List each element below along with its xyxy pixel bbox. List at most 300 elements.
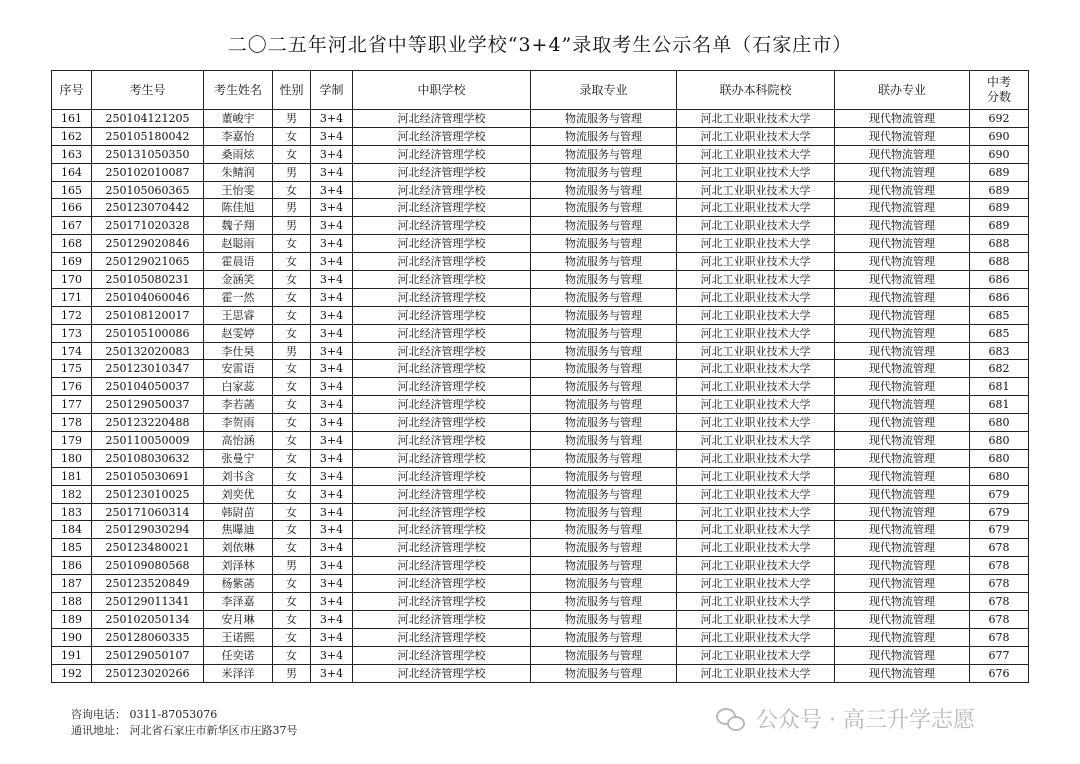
table-cell: 物流服务与管理 xyxy=(531,378,677,396)
table-cell: 3+4 xyxy=(311,360,353,378)
table-cell: 河北工业职业技术大学 xyxy=(677,127,835,145)
table-cell: 河北工业职业技术大学 xyxy=(677,271,835,289)
table-cell: 3+4 xyxy=(311,521,353,539)
table-cell: 现代物流管理 xyxy=(835,539,970,557)
table-cell: 河北经济管理学校 xyxy=(353,199,531,217)
table-cell: 河北工业职业技术大学 xyxy=(677,664,835,682)
table-cell: 河北工业职业技术大学 xyxy=(677,306,835,324)
table-cell: 170 xyxy=(52,271,92,289)
table-cell: 250109080568 xyxy=(92,557,204,575)
table-row xyxy=(52,396,1029,414)
table-cell: 女 xyxy=(273,539,311,557)
table-cell: 250105100086 xyxy=(92,324,204,342)
table-cell: 250105180042 xyxy=(92,127,204,145)
table-cell: 刘泽林 xyxy=(204,557,273,575)
table-cell: 现代物流管理 xyxy=(835,646,970,664)
table-cell: 250102010087 xyxy=(92,163,204,181)
table-row xyxy=(52,342,1029,360)
table-cell: 690 xyxy=(970,145,1029,163)
table-cell: 高怡涵 xyxy=(204,432,273,450)
table-cell: 250129050107 xyxy=(92,646,204,664)
table-cell: 王思睿 xyxy=(204,306,273,324)
table-cell: 678 xyxy=(970,575,1029,593)
table-cell: 164 xyxy=(52,163,92,181)
table-cell: 678 xyxy=(970,628,1029,646)
table-cell: 688 xyxy=(970,253,1029,271)
column-header: 中职学校 xyxy=(353,71,531,110)
table-cell: 河北工业职业技术大学 xyxy=(677,217,835,235)
table-cell: 李泽嘉 xyxy=(204,593,273,611)
table-cell: 3+4 xyxy=(311,610,353,628)
table-cell: 250105030691 xyxy=(92,467,204,485)
table-cell: 现代物流管理 xyxy=(835,360,970,378)
table-cell: 张曼宁 xyxy=(204,449,273,467)
table-cell: 河北经济管理学校 xyxy=(353,217,531,235)
table-cell: 250108120017 xyxy=(92,306,204,324)
table-cell: 物流服务与管理 xyxy=(531,539,677,557)
table-cell: 680 xyxy=(970,432,1029,450)
table-cell: 霍一然 xyxy=(204,288,273,306)
table-cell: 3+4 xyxy=(311,503,353,521)
table-cell: 3+4 xyxy=(311,539,353,557)
table-cell: 250129011341 xyxy=(92,593,204,611)
table-cell: 3+4 xyxy=(311,145,353,163)
table-cell: 河北经济管理学校 xyxy=(353,539,531,557)
table-cell: 250123070442 xyxy=(92,199,204,217)
table-cell: 河北经济管理学校 xyxy=(353,360,531,378)
table-cell: 魏子翔 xyxy=(204,217,273,235)
table-row xyxy=(52,324,1029,342)
table-cell: 女 xyxy=(273,575,311,593)
table-cell: 186 xyxy=(52,557,92,575)
table-cell: 物流服务与管理 xyxy=(531,432,677,450)
table-cell: 3+4 xyxy=(311,378,353,396)
table-cell: 霍晨语 xyxy=(204,253,273,271)
table-cell: 河北经济管理学校 xyxy=(353,324,531,342)
table-cell: 250108030632 xyxy=(92,449,204,467)
table-cell: 679 xyxy=(970,503,1029,521)
table-cell: 河北经济管理学校 xyxy=(353,342,531,360)
table-cell: 河北工业职业技术大学 xyxy=(677,467,835,485)
table-cell: 现代物流管理 xyxy=(835,610,970,628)
table-cell: 女 xyxy=(273,646,311,664)
table-cell: 250104121205 xyxy=(92,110,204,128)
table-cell: 250131050350 xyxy=(92,145,204,163)
table-cell: 河北经济管理学校 xyxy=(353,646,531,664)
table-cell: 162 xyxy=(52,127,92,145)
table-cell: 现代物流管理 xyxy=(835,110,970,128)
table-cell: 250102050134 xyxy=(92,610,204,628)
table-cell: 女 xyxy=(273,485,311,503)
table-cell: 男 xyxy=(273,217,311,235)
table-cell: 河北工业职业技术大学 xyxy=(677,163,835,181)
table-cell: 李仕昊 xyxy=(204,342,273,360)
table-cell: 物流服务与管理 xyxy=(531,271,677,289)
table-cell: 女 xyxy=(273,414,311,432)
table-cell: 165 xyxy=(52,181,92,199)
table-cell: 3+4 xyxy=(311,306,353,324)
table-cell: 河北经济管理学校 xyxy=(353,127,531,145)
table-cell: 河北经济管理学校 xyxy=(353,485,531,503)
table-cell: 河北经济管理学校 xyxy=(353,306,531,324)
table-cell: 177 xyxy=(52,396,92,414)
table-cell: 王怡雯 xyxy=(204,181,273,199)
table-cell: 现代物流管理 xyxy=(835,503,970,521)
watermark-text: 公众号 · 高三升学志愿 xyxy=(756,708,975,733)
table-cell: 李若菡 xyxy=(204,396,273,414)
table-cell: 赵雯婷 xyxy=(204,324,273,342)
table-cell: 河北工业职业技术大学 xyxy=(677,539,835,557)
table-cell: 3+4 xyxy=(311,593,353,611)
table-row xyxy=(52,575,1029,593)
table-cell: 女 xyxy=(273,432,311,450)
table-cell: 现代物流管理 xyxy=(835,449,970,467)
table-row xyxy=(52,521,1029,539)
table-cell: 163 xyxy=(52,145,92,163)
table-cell: 现代物流管理 xyxy=(835,628,970,646)
table-cell: 河北工业职业技术大学 xyxy=(677,342,835,360)
table-row xyxy=(52,181,1029,199)
table-cell: 物流服务与管理 xyxy=(531,235,677,253)
table-cell: 韩尉苗 xyxy=(204,503,273,521)
table-cell: 女 xyxy=(273,271,311,289)
table-cell: 河北工业职业技术大学 xyxy=(677,646,835,664)
table-cell: 物流服务与管理 xyxy=(531,628,677,646)
table-cell: 现代物流管理 xyxy=(835,432,970,450)
column-header: 学制 xyxy=(311,71,353,110)
table-cell: 679 xyxy=(970,521,1029,539)
table-cell: 女 xyxy=(273,396,311,414)
table-cell: 3+4 xyxy=(311,217,353,235)
table-cell: 683 xyxy=(970,342,1029,360)
table-cell: 王诺熙 xyxy=(204,628,273,646)
table-cell: 现代物流管理 xyxy=(835,664,970,682)
table-cell: 女 xyxy=(273,503,311,521)
table-row xyxy=(52,145,1029,163)
table-cell: 3+4 xyxy=(311,557,353,575)
table-cell: 3+4 xyxy=(311,271,353,289)
table-cell: 3+4 xyxy=(311,628,353,646)
table-cell: 171 xyxy=(52,288,92,306)
table-cell: 3+4 xyxy=(311,181,353,199)
table-cell: 女 xyxy=(273,235,311,253)
table-cell: 物流服务与管理 xyxy=(531,646,677,664)
table-cell: 河北工业职业技术大学 xyxy=(677,414,835,432)
table-cell: 河北工业职业技术大学 xyxy=(677,110,835,128)
table-cell: 250105080231 xyxy=(92,271,204,289)
table-cell: 3+4 xyxy=(311,467,353,485)
column-header: 联办本科院校 xyxy=(677,71,835,110)
table-cell: 安雷语 xyxy=(204,360,273,378)
table-cell: 河北经济管理学校 xyxy=(353,593,531,611)
table-cell: 3+4 xyxy=(311,342,353,360)
table-cell: 181 xyxy=(52,467,92,485)
table-cell: 现代物流管理 xyxy=(835,235,970,253)
table-cell: 250123010025 xyxy=(92,485,204,503)
table-cell: 物流服务与管理 xyxy=(531,181,677,199)
table-cell: 河北经济管理学校 xyxy=(353,396,531,414)
table-cell: 现代物流管理 xyxy=(835,414,970,432)
table-cell: 金涵笑 xyxy=(204,271,273,289)
table-cell: 女 xyxy=(273,127,311,145)
table-cell: 185 xyxy=(52,539,92,557)
table-cell: 河北工业职业技术大学 xyxy=(677,503,835,521)
table-cell: 172 xyxy=(52,306,92,324)
table-cell: 689 xyxy=(970,217,1029,235)
table-cell: 女 xyxy=(273,521,311,539)
table-cell: 688 xyxy=(970,235,1029,253)
table-cell: 250129020846 xyxy=(92,235,204,253)
table-cell: 物流服务与管理 xyxy=(531,127,677,145)
table-cell: 李嘉怡 xyxy=(204,127,273,145)
table-cell: 3+4 xyxy=(311,199,353,217)
column-header: 录取专业 xyxy=(531,71,677,110)
table-cell: 女 xyxy=(273,324,311,342)
table-cell: 250128060335 xyxy=(92,628,204,646)
table-cell: 物流服务与管理 xyxy=(531,521,677,539)
table-row xyxy=(52,610,1029,628)
table-cell: 680 xyxy=(970,467,1029,485)
table-cell: 250104050037 xyxy=(92,378,204,396)
table-cell: 河北经济管理学校 xyxy=(353,271,531,289)
table-cell: 166 xyxy=(52,199,92,217)
table-cell: 167 xyxy=(52,217,92,235)
table-header-row xyxy=(52,71,1029,110)
table-cell: 河北经济管理学校 xyxy=(353,610,531,628)
table-cell: 250123010347 xyxy=(92,360,204,378)
table-row xyxy=(52,628,1029,646)
table-cell: 物流服务与管理 xyxy=(531,414,677,432)
table-cell: 河北经济管理学校 xyxy=(353,235,531,253)
table-cell: 3+4 xyxy=(311,396,353,414)
table-cell: 678 xyxy=(970,539,1029,557)
table-cell: 物流服务与管理 xyxy=(531,306,677,324)
table-cell: 河北经济管理学校 xyxy=(353,432,531,450)
table-cell: 物流服务与管理 xyxy=(531,199,677,217)
table-cell: 河北工业职业技术大学 xyxy=(677,432,835,450)
table-cell: 李贺雨 xyxy=(204,414,273,432)
table-cell: 女 xyxy=(273,360,311,378)
wechat-icon xyxy=(716,706,746,732)
table-cell: 物流服务与管理 xyxy=(531,593,677,611)
table-cell: 679 xyxy=(970,485,1029,503)
table-cell: 男 xyxy=(273,664,311,682)
table-cell: 3+4 xyxy=(311,646,353,664)
column-header: 考生号 xyxy=(92,71,204,110)
table-cell: 3+4 xyxy=(311,575,353,593)
table-cell: 河北经济管理学校 xyxy=(353,503,531,521)
table-cell: 河北经济管理学校 xyxy=(353,628,531,646)
table-cell: 685 xyxy=(970,324,1029,342)
table-cell: 680 xyxy=(970,414,1029,432)
table-cell: 3+4 xyxy=(311,324,353,342)
table-row xyxy=(52,449,1029,467)
table-cell: 现代物流管理 xyxy=(835,593,970,611)
table-cell: 250105060365 xyxy=(92,181,204,199)
table-cell: 686 xyxy=(970,271,1029,289)
table-cell: 现代物流管理 xyxy=(835,485,970,503)
table-cell: 685 xyxy=(970,306,1029,324)
table-row xyxy=(52,217,1029,235)
table-row xyxy=(52,539,1029,557)
table-cell: 河北经济管理学校 xyxy=(353,449,531,467)
table-cell: 河北工业职业技术大学 xyxy=(677,610,835,628)
table-cell: 河北工业职业技术大学 xyxy=(677,449,835,467)
table-cell: 女 xyxy=(273,610,311,628)
table-row xyxy=(52,253,1029,271)
table-cell: 物流服务与管理 xyxy=(531,110,677,128)
table-cell: 物流服务与管理 xyxy=(531,342,677,360)
table-cell: 河北经济管理学校 xyxy=(353,145,531,163)
table-cell: 现代物流管理 xyxy=(835,557,970,575)
table-cell: 3+4 xyxy=(311,664,353,682)
table-cell: 河北工业职业技术大学 xyxy=(677,360,835,378)
table-cell: 河北经济管理学校 xyxy=(353,575,531,593)
table-row xyxy=(52,271,1029,289)
table-row xyxy=(52,378,1029,396)
table-cell: 689 xyxy=(970,163,1029,181)
table-cell: 168 xyxy=(52,235,92,253)
table-cell: 河北工业职业技术大学 xyxy=(677,575,835,593)
table-cell: 现代物流管理 xyxy=(835,288,970,306)
table-cell: 现代物流管理 xyxy=(835,127,970,145)
table-cell: 河北经济管理学校 xyxy=(353,181,531,199)
table-cell: 678 xyxy=(970,610,1029,628)
table-cell: 河北经济管理学校 xyxy=(353,253,531,271)
watermark xyxy=(716,703,975,734)
table-cell: 3+4 xyxy=(311,163,353,181)
table-cell: 物流服务与管理 xyxy=(531,575,677,593)
table-cell: 男 xyxy=(273,342,311,360)
table-row xyxy=(52,432,1029,450)
table-row xyxy=(52,127,1029,145)
table-cell: 河北工业职业技术大学 xyxy=(677,253,835,271)
column-header: 联办专业 xyxy=(835,71,970,110)
table-cell: 现代物流管理 xyxy=(835,163,970,181)
table-cell: 192 xyxy=(52,664,92,682)
table-cell: 女 xyxy=(273,288,311,306)
table-cell: 河北经济管理学校 xyxy=(353,557,531,575)
table-cell: 现代物流管理 xyxy=(835,253,970,271)
table-cell: 250129021065 xyxy=(92,253,204,271)
table-cell: 物流服务与管理 xyxy=(531,163,677,181)
column-header: 序号 xyxy=(52,71,92,110)
table-cell: 刘依琳 xyxy=(204,539,273,557)
table-cell: 安月琳 xyxy=(204,610,273,628)
table-cell: 3+4 xyxy=(311,253,353,271)
table-cell: 689 xyxy=(970,181,1029,199)
table-cell: 女 xyxy=(273,593,311,611)
table-cell: 物流服务与管理 xyxy=(531,253,677,271)
table-cell: 女 xyxy=(273,306,311,324)
table-cell: 河北工业职业技术大学 xyxy=(677,628,835,646)
table-cell: 河北工业职业技术大学 xyxy=(677,557,835,575)
table-row xyxy=(52,199,1029,217)
table-row xyxy=(52,557,1029,575)
table-cell: 现代物流管理 xyxy=(835,181,970,199)
table-cell: 现代物流管理 xyxy=(835,467,970,485)
table-cell: 女 xyxy=(273,181,311,199)
table-cell: 250104060046 xyxy=(92,288,204,306)
table-cell: 物流服务与管理 xyxy=(531,664,677,682)
table-cell: 250123220488 xyxy=(92,414,204,432)
table-cell: 河北经济管理学校 xyxy=(353,414,531,432)
table-row xyxy=(52,288,1029,306)
table-row xyxy=(52,360,1029,378)
table-cell: 681 xyxy=(970,378,1029,396)
table-cell: 物流服务与管理 xyxy=(531,360,677,378)
table-cell: 174 xyxy=(52,342,92,360)
table-cell: 刘奕优 xyxy=(204,485,273,503)
table-cell: 物流服务与管理 xyxy=(531,485,677,503)
table-cell: 680 xyxy=(970,449,1029,467)
table-cell: 3+4 xyxy=(311,235,353,253)
table-cell: 男 xyxy=(273,557,311,575)
table-cell: 杨紫菡 xyxy=(204,575,273,593)
table-cell: 690 xyxy=(970,127,1029,145)
table-cell: 物流服务与管理 xyxy=(531,610,677,628)
table-cell: 676 xyxy=(970,664,1029,682)
table-cell: 3+4 xyxy=(311,288,353,306)
table-cell: 678 xyxy=(970,593,1029,611)
table-cell: 250132020083 xyxy=(92,342,204,360)
table-row xyxy=(52,646,1029,664)
table-cell: 178 xyxy=(52,414,92,432)
table-cell: 河北工业职业技术大学 xyxy=(677,324,835,342)
table-cell: 161 xyxy=(52,110,92,128)
table-cell: 686 xyxy=(970,288,1029,306)
table-cell: 250110050009 xyxy=(92,432,204,450)
table-cell: 物流服务与管理 xyxy=(531,324,677,342)
table-cell: 184 xyxy=(52,521,92,539)
table-cell: 187 xyxy=(52,575,92,593)
table-cell: 689 xyxy=(970,199,1029,217)
table-cell: 682 xyxy=(970,360,1029,378)
table-cell: 物流服务与管理 xyxy=(531,396,677,414)
table-cell: 物流服务与管理 xyxy=(531,503,677,521)
table-cell: 物流服务与管理 xyxy=(531,467,677,485)
table-cell: 物流服务与管理 xyxy=(531,288,677,306)
table-cell: 桑雨炫 xyxy=(204,145,273,163)
table-cell: 河北经济管理学校 xyxy=(353,467,531,485)
table-cell: 现代物流管理 xyxy=(835,342,970,360)
table-cell: 180 xyxy=(52,449,92,467)
column-header: 性别 xyxy=(273,71,311,110)
table-cell: 河北工业职业技术大学 xyxy=(677,145,835,163)
table-cell: 250123020266 xyxy=(92,664,204,682)
table-row xyxy=(52,664,1029,682)
table-row xyxy=(52,593,1029,611)
table-cell: 现代物流管理 xyxy=(835,521,970,539)
table-cell: 女 xyxy=(273,145,311,163)
table-cell: 河北经济管理学校 xyxy=(353,163,531,181)
table-cell: 173 xyxy=(52,324,92,342)
page-title: 二〇二五年河北省中等职业学校“3+4”录取考生公示名单（石家庄市） xyxy=(227,34,853,56)
table-cell: 190 xyxy=(52,628,92,646)
column-header: 考生姓名 xyxy=(204,71,273,110)
table-cell: 3+4 xyxy=(311,414,353,432)
table-cell: 河北工业职业技术大学 xyxy=(677,485,835,503)
table-cell: 现代物流管理 xyxy=(835,306,970,324)
table-cell: 250129030294 xyxy=(92,521,204,539)
table-cell: 物流服务与管理 xyxy=(531,217,677,235)
table-cell: 女 xyxy=(273,253,311,271)
table-cell: 河北工业职业技术大学 xyxy=(677,199,835,217)
contact-address: 通讯地址： 河北省石家庄市新华区市庄路37号 xyxy=(71,724,298,737)
table-cell: 183 xyxy=(52,503,92,521)
table-cell: 白家蕊 xyxy=(204,378,273,396)
table-cell: 692 xyxy=(970,110,1029,128)
